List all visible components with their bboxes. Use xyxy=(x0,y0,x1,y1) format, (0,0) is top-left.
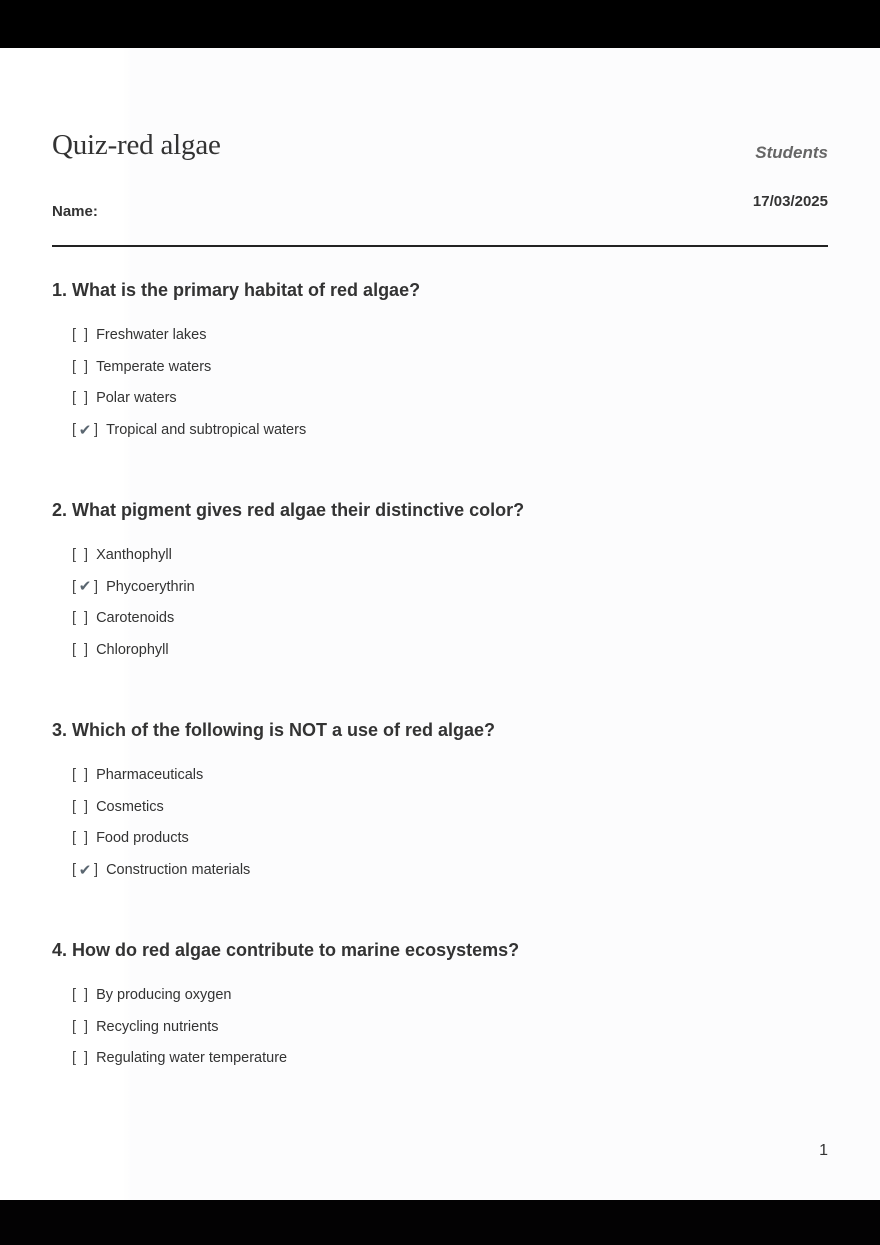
quiz-page xyxy=(0,48,880,1200)
answer-option[interactable] xyxy=(72,979,287,1011)
audience-label: Students xyxy=(755,143,828,162)
question-4 xyxy=(52,939,828,1067)
answer-option[interactable] xyxy=(72,539,195,571)
checkbox[interactable]: [ ] xyxy=(72,1018,89,1035)
question-text: 2. What pigment gives red algae their distinctive color? xyxy=(52,500,525,520)
answer-option[interactable] xyxy=(72,351,306,383)
answer-options xyxy=(72,319,306,446)
option-label: Carotenoids xyxy=(96,610,175,627)
answer-option[interactable] xyxy=(72,571,195,603)
checkmark-icon: ✔ xyxy=(78,861,92,879)
option-label: Temperate waters xyxy=(96,358,212,375)
answer-option[interactable] xyxy=(72,1043,287,1075)
checkbox[interactable]: [ ] xyxy=(72,610,89,627)
checkbox[interactable]: [ ] xyxy=(72,642,89,659)
checkbox[interactable]: [ ✔ ] xyxy=(72,861,99,879)
checkbox[interactable]: [ ] xyxy=(72,546,89,563)
checkbox[interactable]: [ ✔ ] xyxy=(72,578,99,596)
answer-option[interactable] xyxy=(72,759,250,791)
question-3 xyxy=(52,719,828,879)
answer-options xyxy=(72,759,250,886)
header-divider xyxy=(52,245,828,247)
option-label: Polar waters xyxy=(96,390,177,407)
option-label: Pharmaceuticals xyxy=(96,766,204,783)
option-label: Recycling nutrients xyxy=(96,1018,219,1035)
answer-option[interactable] xyxy=(72,791,250,823)
checkbox[interactable]: [ ] xyxy=(72,326,89,343)
checkbox[interactable]: [ ] xyxy=(72,766,89,783)
answer-options xyxy=(72,539,195,666)
answer-option[interactable] xyxy=(72,634,195,666)
checkbox[interactable]: [ ] xyxy=(72,358,89,375)
question-1 xyxy=(52,279,828,439)
option-label: By producing oxygen xyxy=(96,986,232,1003)
bottom-frame-bar xyxy=(0,1200,880,1245)
option-label: Food products xyxy=(96,830,189,847)
answer-option[interactable] xyxy=(72,854,250,886)
name-field-label: Name: xyxy=(52,203,98,220)
document-title: Quiz-red algae xyxy=(52,129,221,161)
quiz-date: 17/03/2025 xyxy=(752,193,828,210)
checkbox[interactable]: [ ] xyxy=(72,798,89,815)
option-label: Chlorophyll xyxy=(96,642,169,659)
option-label: Phycoerythrin xyxy=(106,578,195,595)
option-label: Xanthophyll xyxy=(96,546,172,563)
checkmark-icon: ✔ xyxy=(78,421,92,439)
checkbox[interactable]: [ ] xyxy=(72,830,89,847)
page-number: 1 xyxy=(819,1142,828,1159)
answer-option[interactable] xyxy=(72,414,306,446)
checkmark-icon: ✔ xyxy=(78,578,92,596)
answer-option[interactable] xyxy=(72,319,306,351)
checkbox[interactable]: [ ] xyxy=(72,986,89,1003)
checkbox[interactable]: [ ✔ ] xyxy=(72,421,99,439)
checkbox[interactable]: [ ] xyxy=(72,390,89,407)
top-frame-bar xyxy=(0,0,880,48)
question-text: 3. Which of the following is NOT a use of red algae? xyxy=(52,720,496,740)
answer-option[interactable] xyxy=(72,1011,287,1043)
option-label: Cosmetics xyxy=(96,798,164,815)
answer-option[interactable] xyxy=(72,383,306,415)
checkbox[interactable]: [ ] xyxy=(72,1050,89,1067)
answer-option[interactable] xyxy=(72,823,250,855)
answer-options xyxy=(72,979,287,1074)
question-text: 1. What is the primary habitat of red algae? xyxy=(52,280,421,300)
answer-option[interactable] xyxy=(72,603,195,635)
option-label: Construction materials xyxy=(106,862,251,879)
option-label: Tropical and subtropical waters xyxy=(106,422,307,439)
option-label: Regulating water temperature xyxy=(96,1050,288,1067)
option-label: Freshwater lakes xyxy=(96,326,207,343)
question-text: 4. How do red algae contribute to marine ecosystems? xyxy=(52,940,520,960)
question-2 xyxy=(52,499,828,659)
